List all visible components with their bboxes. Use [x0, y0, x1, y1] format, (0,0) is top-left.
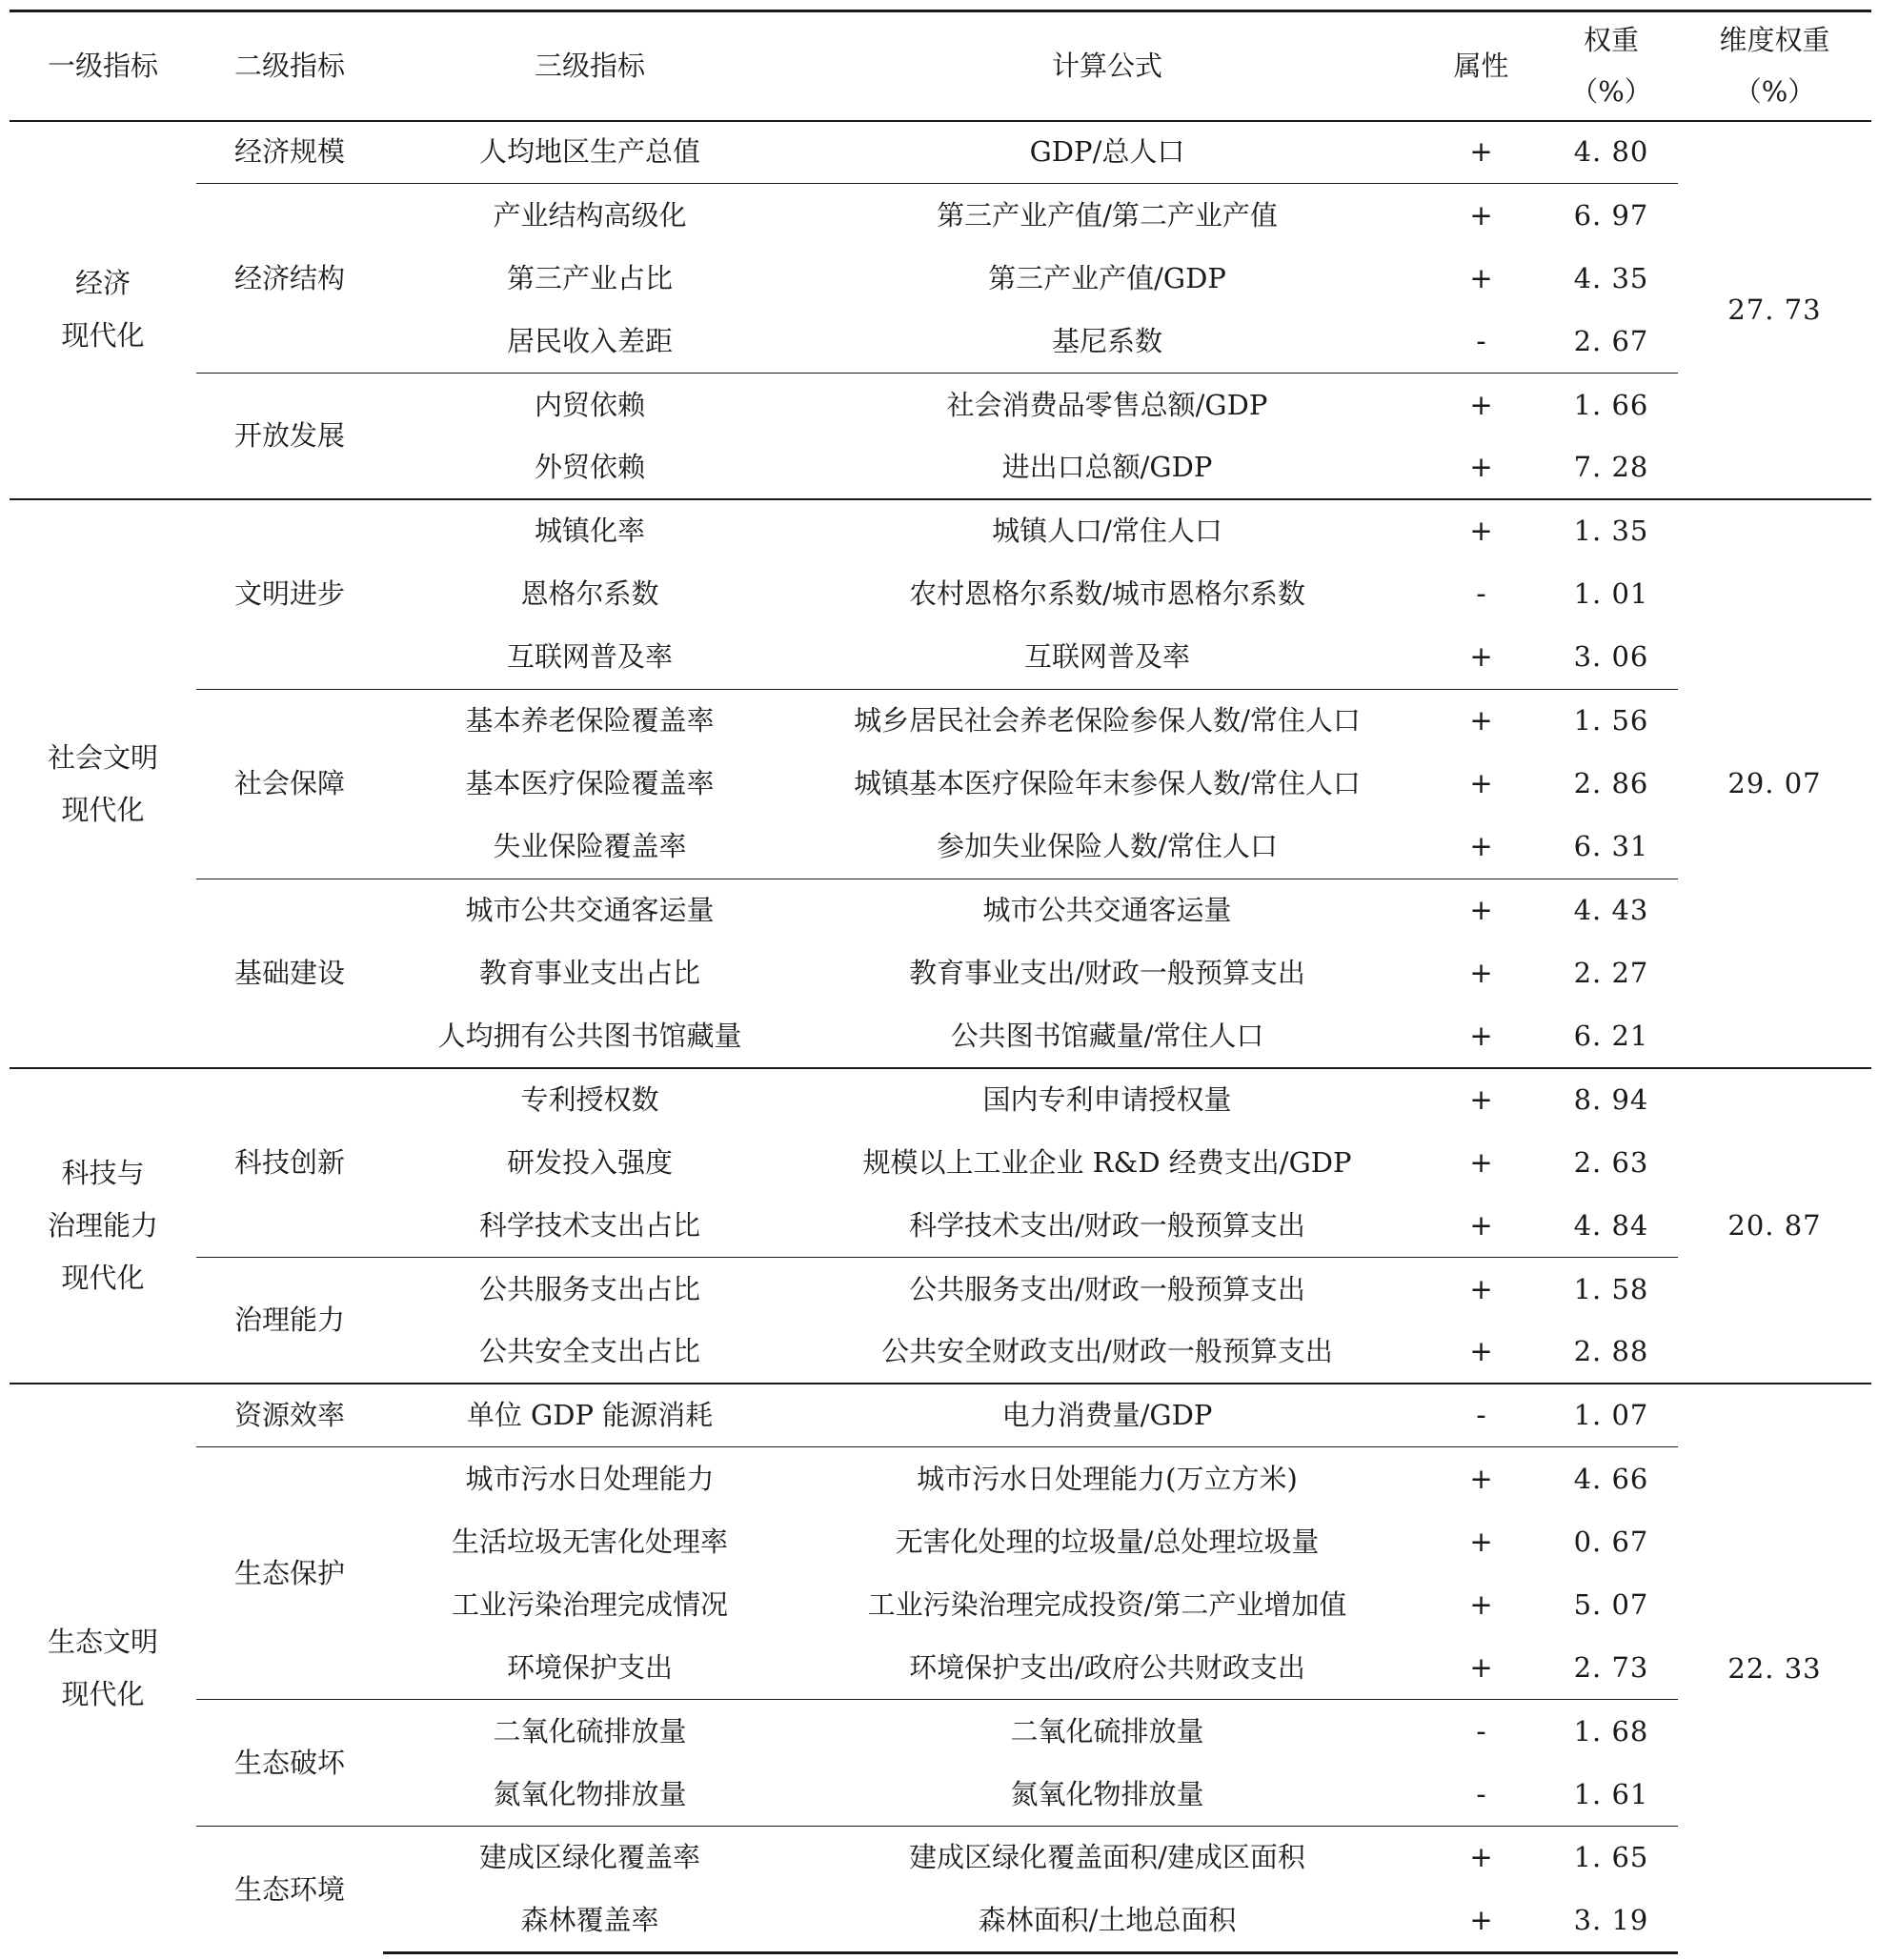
header-row [10, 11, 1871, 121]
formula: 公共安全财政支出/财政一般预算支出 [881, 1335, 1333, 1368]
formula: 国内专利申请授权量 [797, 1068, 1418, 1131]
header-attribute: 属性 [1418, 11, 1545, 121]
dimension-weight: 22. 33 [1678, 1384, 1871, 1952]
level3-indicator: 公共安全支出占比 [478, 1335, 700, 1368]
weight: 1. 56 [1545, 689, 1678, 752]
level2-indicator: 基础建设 [196, 879, 383, 1068]
formula: 第三产业产值/GDP [988, 261, 1226, 294]
level3-indicator: 工业污染治理完成情况 [451, 1587, 728, 1621]
weight: 1. 68 [1545, 1700, 1678, 1763]
attribute: + [1418, 1447, 1545, 1510]
level1-name-line: 社会文明 [47, 740, 158, 774]
formula: 进出口总额/GDP [1001, 451, 1213, 484]
level3-indicator: 环境保护支出 [506, 1651, 673, 1685]
formula: 二氧化硫排放量 [797, 1700, 1418, 1763]
formula: 电力消费量/GDP [797, 1384, 1418, 1446]
attribute: + [1469, 1145, 1493, 1179]
header-weight-line1: 权重 [1583, 24, 1639, 57]
attribute: - [1476, 577, 1486, 611]
level3-indicator: 互联网普及率 [506, 640, 673, 674]
attribute: - [1476, 324, 1486, 357]
level1-name-line: 治理能力 [47, 1209, 158, 1243]
weight: 1. 65 [1545, 1827, 1678, 1889]
attribute: + [1469, 957, 1493, 989]
weight: 2. 67 [1573, 324, 1649, 357]
table-row [10, 1700, 1871, 1763]
level1-indicator [10, 499, 196, 1068]
level3-indicator: 基本医疗保险覆盖率 [465, 767, 715, 800]
attribute: + [1469, 135, 1493, 169]
level3-indicator: 恩格尔系数 [520, 577, 659, 611]
dimension-weight: 20. 87 [1678, 1068, 1871, 1384]
formula: 基尼系数 [1051, 324, 1162, 357]
attribute: + [1469, 261, 1493, 294]
header-weight-line2: （%） [1570, 75, 1652, 109]
level2-indicator: 经济结构 [196, 184, 383, 374]
formula: 规模以上工业企业 R&D 经费支出/GDP [862, 1145, 1352, 1179]
level3-indicator: 建成区绿化覆盖率 [383, 1827, 797, 1889]
weight: 4. 84 [1573, 1208, 1649, 1242]
level3-indicator: 内贸依赖 [383, 374, 797, 436]
formula: 社会消费品零售总额/GDP [797, 374, 1418, 436]
weight: 4. 66 [1545, 1447, 1678, 1510]
table-row [10, 184, 1871, 247]
formula: 城乡居民社会养老保险参保人数/常住人口 [797, 689, 1418, 752]
attribute: - [1476, 1777, 1486, 1810]
formula: 城市公共交通客运量 [797, 879, 1418, 941]
formula: 公共图书馆藏量/常住人口 [950, 1019, 1264, 1052]
weight: 6. 31 [1573, 830, 1649, 863]
table-row [10, 121, 1871, 184]
level1-indicator [10, 1068, 196, 1384]
level2-indicator: 科技创新 [196, 1068, 383, 1258]
attribute: + [1469, 767, 1493, 800]
attribute: + [1418, 1258, 1545, 1321]
weight: 3. 06 [1573, 640, 1649, 674]
weight: 2. 63 [1573, 1145, 1649, 1179]
formula: 城镇基本医疗保险年末参保人数/常住人口 [854, 767, 1361, 800]
weight: 1. 61 [1573, 1777, 1649, 1810]
indicator-group [10, 499, 1871, 1068]
header-dimension-weight-line2: （%） [1733, 75, 1816, 109]
formula: 森林面积/土地总面积 [797, 1889, 1418, 1952]
level3-indicator: 人均地区生产总值 [478, 135, 700, 169]
weight: 7. 28 [1573, 451, 1649, 484]
header-level1: 一级指标 [10, 11, 196, 121]
attribute: + [1469, 1525, 1493, 1558]
table-row [10, 499, 1871, 562]
formula: GDP/总人口 [1029, 135, 1185, 169]
attribute: + [1469, 451, 1493, 484]
table-row [10, 689, 1871, 752]
attribute: + [1418, 1068, 1545, 1131]
table-row [10, 1384, 1871, 1446]
formula: 公共服务支出/财政一般预算支出 [797, 1258, 1418, 1321]
weight: 6. 97 [1545, 184, 1678, 247]
attribute: + [1469, 1335, 1493, 1368]
weight: 3. 19 [1545, 1889, 1678, 1952]
weight: 1. 07 [1545, 1384, 1678, 1446]
formula: 城市污水日处理能力(万立方米) [797, 1447, 1418, 1510]
level3-indicator: 公共服务支出占比 [383, 1258, 797, 1321]
level3-indicator: 居民收入差距 [506, 324, 673, 357]
level3-indicator: 研发投入强度 [506, 1145, 673, 1179]
indicator-group [10, 121, 1871, 500]
weight: 1. 01 [1573, 577, 1649, 611]
dimension-weight: 27. 73 [1727, 293, 1822, 326]
level3-indicator: 教育事业支出占比 [478, 957, 700, 989]
formula: 工业污染治理完成投资/第二产业增加值 [867, 1587, 1347, 1621]
attribute: - [1418, 1384, 1545, 1446]
level3-indicator: 专利授权数 [383, 1068, 797, 1131]
formula: 氮氧化物排放量 [1010, 1777, 1204, 1810]
indicator-group [10, 1384, 1871, 1952]
level1-indicator [10, 121, 196, 500]
weight: 2. 88 [1573, 1335, 1649, 1368]
attribute: + [1469, 1651, 1493, 1685]
attribute: + [1418, 879, 1545, 941]
weight: 4. 35 [1573, 261, 1649, 294]
formula: 参加失业保险人数/常住人口 [937, 830, 1278, 863]
level2-indicator: 经济规模 [233, 135, 345, 169]
header-level2: 二级指标 [196, 11, 383, 121]
attribute: + [1469, 1208, 1493, 1242]
level1-indicator [10, 1384, 196, 1952]
level3-indicator: 城市公共交通客运量 [383, 879, 797, 941]
table-row [10, 1258, 1871, 1321]
level1-name-line: 生态文明 [47, 1626, 158, 1659]
level1-name-line: 现代化 [61, 793, 145, 826]
level3-indicator: 城镇化率 [383, 499, 797, 562]
header-dimension-weight [1678, 11, 1871, 121]
weight: 6. 21 [1573, 1019, 1649, 1052]
level1-name-line: 科技与 [61, 1157, 145, 1190]
formula: 互联网普及率 [1023, 640, 1190, 674]
level2-indicator: 社会保障 [196, 689, 383, 879]
formula: 科学技术支出/财政一般预算支出 [909, 1208, 1305, 1242]
level3-indicator: 氮氧化物排放量 [493, 1777, 687, 1810]
level2-indicator: 开放发展 [196, 374, 383, 500]
level3-indicator: 基本养老保险覆盖率 [383, 689, 797, 752]
formula: 农村恩格尔系数/城市恩格尔系数 [909, 577, 1305, 611]
level3-indicator: 生活垃圾无害化处理率 [451, 1525, 728, 1558]
level2-indicator: 治理能力 [196, 1258, 383, 1384]
formula: 建成区绿化覆盖面积/建成区面积 [797, 1827, 1418, 1889]
level3-indicator: 城市污水日处理能力 [383, 1447, 797, 1510]
level1-name-line: 经济 [74, 267, 131, 300]
level3-indicator: 单位 GDP 能源消耗 [383, 1384, 797, 1446]
attribute: + [1418, 1827, 1545, 1889]
formula: 环境保护支出/政府公共财政支出 [909, 1651, 1305, 1685]
level3-indicator: 人均拥有公共图书馆藏量 [437, 1019, 742, 1052]
weight: 0. 67 [1573, 1525, 1649, 1558]
attribute: + [1418, 1889, 1545, 1952]
weight: 1. 58 [1545, 1258, 1678, 1321]
weight: 2. 27 [1573, 957, 1649, 989]
formula: 教育事业支出/财政一般预算支出 [909, 957, 1305, 989]
level1-name-line: 现代化 [61, 1262, 145, 1295]
attribute: + [1418, 374, 1545, 436]
weight: 1. 66 [1545, 374, 1678, 436]
level3-indicator: 第三产业占比 [506, 261, 673, 294]
weight: 5. 07 [1573, 1587, 1649, 1621]
attribute: + [1418, 689, 1545, 752]
level3-indicator: 产业结构高级化 [383, 184, 797, 247]
weight: 1. 35 [1545, 499, 1678, 562]
header-level3: 三级指标 [383, 11, 797, 121]
table-row [10, 374, 1871, 436]
dimension-weight: 29. 07 [1678, 499, 1871, 1068]
weight: 2. 86 [1573, 767, 1649, 800]
attribute: + [1469, 1019, 1493, 1052]
attribute: - [1418, 1700, 1545, 1763]
weight: 4. 43 [1545, 879, 1678, 941]
formula: 第三产业产值/第二产业产值 [797, 184, 1418, 247]
attribute: + [1469, 830, 1493, 863]
level2-indicator: 文明进步 [196, 499, 383, 689]
table-row [10, 1447, 1871, 1510]
table-row [10, 1827, 1871, 1889]
level2-indicator: 资源效率 [196, 1384, 383, 1446]
weight: 2. 73 [1573, 1651, 1649, 1685]
formula: 无害化处理的垃圾量/总处理垃圾量 [895, 1525, 1320, 1558]
level3-indicator: 森林覆盖率 [383, 1889, 797, 1952]
attribute: + [1418, 184, 1545, 247]
table-row [10, 1068, 1871, 1131]
indicator-table [10, 10, 1871, 1954]
level3-indicator: 外贸依赖 [534, 451, 645, 484]
level3-indicator: 失业保险覆盖率 [493, 830, 687, 863]
level3-indicator: 二氧化硫排放量 [383, 1700, 797, 1763]
attribute: + [1469, 640, 1493, 674]
header-weight [1545, 11, 1678, 121]
weight: 4. 80 [1573, 135, 1649, 169]
level2-indicator: 生态环境 [196, 1827, 383, 1953]
formula: 城镇人口/常住人口 [797, 499, 1418, 562]
level3-indicator: 科学技术支出占比 [478, 1208, 700, 1242]
table-row [10, 879, 1871, 941]
table-header [10, 11, 1871, 121]
level2-indicator: 生态破坏 [196, 1700, 383, 1827]
level2-indicator: 生态保护 [196, 1447, 383, 1700]
level1-name-line: 现代化 [61, 1678, 145, 1711]
level1-name-line: 现代化 [61, 319, 145, 353]
header-formula: 计算公式 [797, 11, 1418, 121]
attribute: + [1469, 1587, 1493, 1621]
weight: 8. 94 [1545, 1068, 1678, 1131]
indicator-group [10, 1068, 1871, 1384]
attribute: + [1418, 499, 1545, 562]
header-dimension-weight-line1: 维度权重 [1719, 24, 1830, 57]
